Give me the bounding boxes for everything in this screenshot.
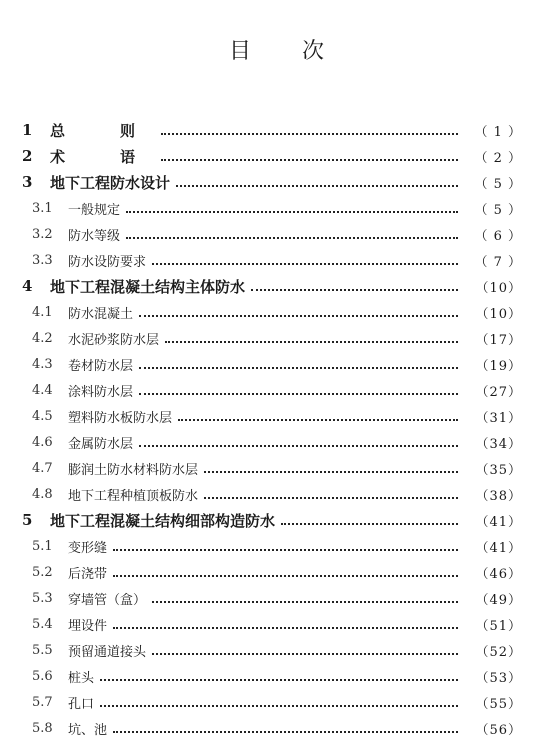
toc-page-number: （53）	[475, 670, 522, 686]
toc-entry-label: 穿墙管（盒）	[68, 592, 147, 608]
toc-section-row[interactable]	[22, 559, 522, 585]
toc-page-number: （31）	[475, 410, 522, 426]
title-char-2: 次	[302, 39, 327, 64]
toc-section-row[interactable]	[22, 585, 522, 611]
toc-section-row[interactable]	[22, 455, 522, 481]
toc-entry-label: 总 则	[50, 121, 156, 140]
dot-leader	[139, 314, 458, 317]
toc-page-number: （46）	[475, 566, 522, 582]
toc-chapter-row[interactable]	[22, 169, 522, 195]
dot-leader	[113, 574, 458, 577]
toc-entry-number: 5.7	[32, 694, 53, 710]
toc-section-row[interactable]	[22, 611, 522, 637]
toc-entry-number: 3	[22, 173, 33, 191]
toc-entry-number: 5.6	[32, 668, 53, 684]
toc-section-row[interactable]	[22, 195, 522, 221]
dot-leader	[165, 340, 458, 343]
toc-section-row[interactable]	[22, 221, 522, 247]
toc-entry-number: 5	[22, 511, 33, 529]
toc-section-row[interactable]	[22, 403, 522, 429]
dot-leader	[126, 210, 458, 213]
toc-chapter-row[interactable]	[22, 117, 522, 143]
toc-page-number: （10）	[475, 280, 522, 296]
toc-entry-label: 水泥砂浆防水层	[68, 332, 160, 348]
toc-entry-number: 5.2	[32, 564, 53, 580]
toc-entry-label: 地下工程混凝土结构细部构造防水	[50, 511, 276, 530]
toc-page-number: （56）	[475, 722, 522, 738]
toc-entry-label: 防水设防要求	[68, 254, 147, 270]
toc-page-number: （41）	[475, 514, 522, 530]
toc-section-row[interactable]	[22, 429, 522, 455]
toc-section-row[interactable]	[22, 481, 522, 507]
toc-entry-label: 坑、池	[68, 722, 108, 738]
toc-entry-number: 4.4	[32, 382, 53, 398]
toc-entry-label: 地下工程防水设计	[50, 173, 171, 192]
toc-entry-number: 5.4	[32, 616, 53, 632]
dot-leader	[113, 626, 458, 629]
dot-leader	[161, 158, 458, 161]
dot-leader	[113, 548, 458, 551]
dot-leader	[152, 262, 458, 265]
toc-entry-label: 孔口	[68, 696, 95, 712]
toc-entry-label: 地下工程混凝土结构主体防水	[50, 277, 246, 296]
toc-page-number: （52）	[475, 644, 522, 660]
toc-entry-label: 术 语	[50, 147, 156, 166]
toc-chapter-row[interactable]	[22, 273, 522, 299]
dot-leader	[178, 418, 458, 421]
toc-entry-number: 5.1	[32, 538, 53, 554]
toc-page-number: （ 7 ）	[474, 254, 522, 270]
toc-section-row[interactable]	[22, 663, 522, 689]
toc-entry-number: 3.3	[32, 252, 53, 268]
table-of-contents	[22, 117, 522, 741]
toc-section-row[interactable]	[22, 351, 522, 377]
toc-page-number: （10）	[475, 306, 522, 322]
dot-leader	[152, 600, 458, 603]
toc-entry-label: 变形缝	[68, 540, 108, 556]
toc-entry-number: 5.8	[32, 720, 53, 736]
toc-entry-number: 4.7	[32, 460, 53, 476]
dot-leader	[204, 496, 458, 499]
toc-entry-label: 金属防水层	[68, 436, 134, 452]
toc-section-row[interactable]	[22, 637, 522, 663]
toc-entry-label: 膨润土防水材料防水层	[68, 462, 199, 478]
toc-entry-number: 4.3	[32, 356, 53, 372]
toc-page-number: （ 2 ）	[474, 150, 522, 166]
dot-leader	[152, 652, 458, 655]
toc-section-row[interactable]	[22, 247, 522, 273]
toc-page-number: （41）	[475, 540, 522, 556]
dot-leader	[126, 236, 458, 239]
dot-leader	[100, 704, 458, 707]
toc-section-row[interactable]	[22, 325, 522, 351]
toc-entry-number: 3.1	[32, 200, 53, 216]
toc-entry-label: 桩头	[68, 670, 95, 686]
toc-section-row[interactable]	[22, 299, 522, 325]
dot-leader	[139, 444, 458, 447]
toc-page-number: （51）	[475, 618, 522, 634]
toc-page-number: （ 1 ）	[474, 124, 522, 140]
dot-leader	[139, 366, 458, 369]
dot-leader	[281, 522, 458, 525]
toc-entry-number: 4	[22, 277, 33, 295]
dot-leader	[100, 678, 458, 681]
toc-entry-label: 埋设件	[68, 618, 108, 634]
toc-page-number: （35）	[475, 462, 522, 478]
toc-page-number: （55）	[475, 696, 522, 712]
toc-entry-number: 5.5	[32, 642, 53, 658]
toc-entry-number: 5.3	[32, 590, 53, 606]
toc-page-number: （ 6 ）	[474, 228, 522, 244]
toc-entry-number: 4.2	[32, 330, 53, 346]
toc-entry-label: 涂料防水层	[68, 384, 134, 400]
toc-entry-number: 3.2	[32, 226, 53, 242]
toc-page-number: （ 5 ）	[474, 202, 522, 218]
toc-chapter-row[interactable]	[22, 143, 522, 169]
toc-page-number: （49）	[475, 592, 522, 608]
toc-entry-number: 4.1	[32, 304, 53, 320]
dot-leader	[204, 470, 458, 473]
toc-section-row[interactable]	[22, 689, 522, 715]
toc-page-number: （27）	[475, 384, 522, 400]
toc-entry-label: 地下工程种植顶板防水	[68, 488, 199, 504]
toc-chapter-row[interactable]	[22, 507, 522, 533]
toc-entry-label: 后浇带	[68, 566, 108, 582]
toc-page-number: （38）	[475, 488, 522, 504]
toc-entry-label: 防水混凝土	[68, 306, 134, 322]
dot-leader	[176, 184, 458, 187]
toc-section-row[interactable]	[22, 715, 522, 741]
toc-page-number: （17）	[475, 332, 522, 348]
toc-entry-number: 2	[22, 147, 33, 165]
toc-entry-label: 预留通道接头	[68, 644, 147, 660]
toc-entry-label: 卷材防水层	[68, 358, 134, 374]
toc-entry-number: 4.8	[32, 486, 53, 502]
page-title	[0, 34, 555, 65]
toc-entry-number: 4.6	[32, 434, 53, 450]
dot-leader	[113, 730, 458, 733]
toc-page-number: （19）	[475, 358, 522, 374]
toc-entry-number: 4.5	[32, 408, 53, 424]
toc-page-number: （34）	[475, 436, 522, 452]
toc-entry-number: 1	[22, 121, 33, 139]
toc-section-row[interactable]	[22, 533, 522, 559]
dot-leader	[251, 288, 458, 291]
toc-entry-label: 塑料防水板防水层	[68, 410, 173, 426]
dot-leader	[161, 132, 458, 135]
toc-entry-label: 一般规定	[68, 202, 121, 218]
toc-section-row[interactable]	[22, 377, 522, 403]
dot-leader	[139, 392, 458, 395]
toc-page-number: （ 5 ）	[474, 176, 522, 192]
title-char-1: 目	[228, 39, 253, 64]
toc-entry-label: 防水等级	[68, 228, 121, 244]
